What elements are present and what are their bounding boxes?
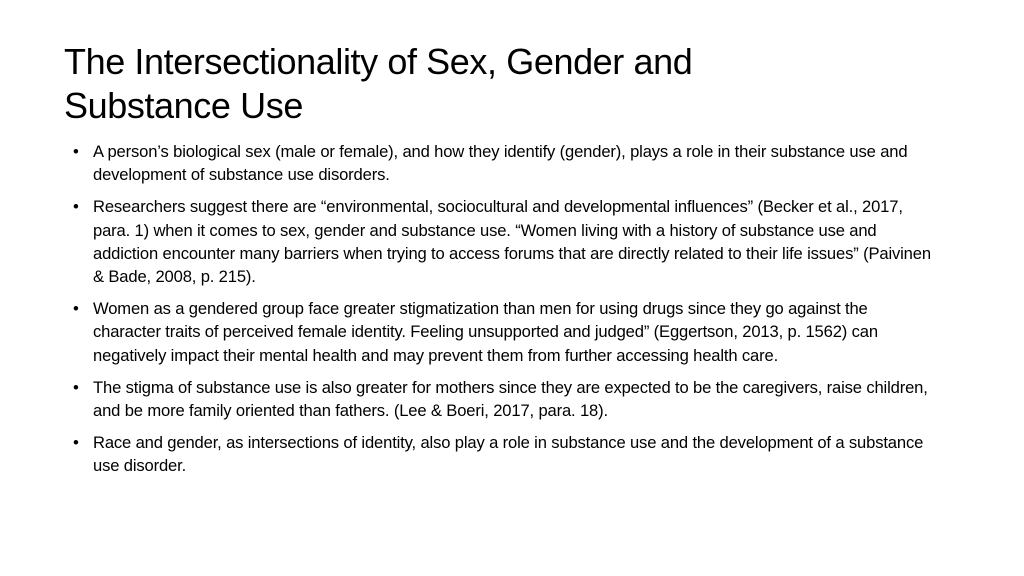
- bullet-dot-icon: •: [73, 197, 79, 217]
- bullet-dot-icon: •: [73, 142, 79, 161]
- bullet-dot-icon: •: [73, 299, 79, 319]
- bullet-text: Researchers suggest there are “environmental, sociocultural and developmental influences” (Becker et al., 2017, para. 1) when it comes to sex, gender and substance use. “Women living with a history of substance use and addiction encounter many barriers when trying to access forums that are directly related to their life issues” (Paivinen & Bade, 2008, p. 215).: [93, 197, 931, 287]
- bullet-text: A person’s biological sex (male or female), and how they identify (gender), plays a role in their substance use and development of substance use disorders.: [93, 142, 908, 185]
- bullet-item: [71, 297, 931, 367]
- bullet-text: Women as a gendered group face greater stigmatization than men for using drugs since they go against the character traits of perceived female identity. Feeling unsupported and judged” (Eggertson, 2013, p. 1562) can negatively impact their mental health and may prevent them from further accessing health care.: [93, 299, 878, 365]
- bullet-text: Race and gender, as intersections of identity, also play a role in substance use and the development of a substance use disorder.: [93, 433, 924, 476]
- bullet-text: The stigma of substance use is also greater for mothers since they are expected to be the caregivers, raise children, and be more family oriented than fathers. (Lee & Boeri, 2017, para. 18).: [93, 377, 928, 421]
- bullet-item: [71, 140, 931, 186]
- bullet-item: [71, 376, 931, 422]
- bullet-item: [71, 431, 931, 477]
- slide-title: [64, 40, 944, 128]
- bullet-dot-icon: •: [73, 433, 79, 453]
- bullet-list: [71, 140, 931, 487]
- slide-title-line-2: Substance Use: [64, 85, 303, 126]
- slide-title-line-1: The Intersectionality of Sex, Gender and: [64, 41, 693, 82]
- bullet-dot-icon: •: [73, 377, 79, 397]
- bullet-item: [71, 195, 931, 288]
